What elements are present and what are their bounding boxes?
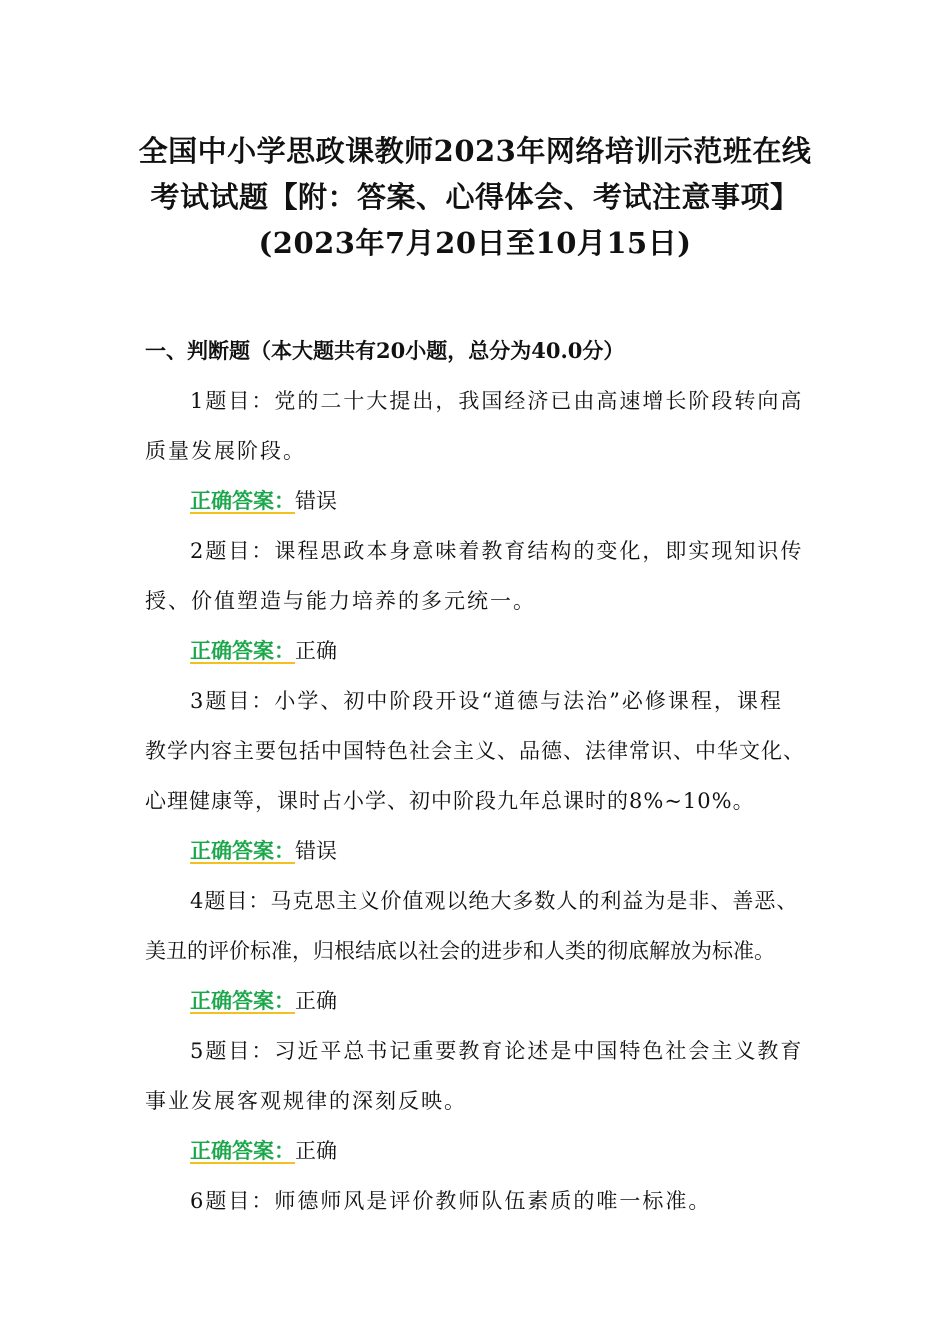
question-1-line-2: 质量发展阶段。 <box>145 439 306 463</box>
answer-value: 错误 <box>295 489 337 513</box>
answer-value: 正确 <box>295 989 337 1013</box>
section-heading: 一、判断题（本大题共有20小题，总分为40.0分） <box>145 338 625 363</box>
question-5-line-1: 5题目：习近平总书记重要教育论述是中国特色社会主义教育 <box>190 1039 804 1063</box>
answer-label: 正确答案： <box>190 1138 295 1163</box>
question-3-line-2: 教学内容主要包括中国特色社会主义、品德、法律常识、中华文化、 <box>145 739 805 763</box>
question-2-line-2: 授、价值塑造与能力培养的多元统一。 <box>145 589 536 613</box>
question-6-line-1: 6题目：师德师风是评价教师队伍素质的唯一标准。 <box>190 1189 712 1213</box>
question-1-line-1: 1题目：党的二十大提出，我国经济已由高速增长阶段转向高 <box>190 389 804 413</box>
answer-2 <box>190 636 337 666</box>
title-line-2: 考试试题【附：答案、心得体会、考试注意事项】 <box>150 180 800 214</box>
answer-label: 正确答案： <box>190 838 295 863</box>
question-3-line-1: 3题目：小学、初中阶段开设“道德与法治”必修课程，课程 <box>190 689 783 713</box>
answer-value: 正确 <box>295 1139 337 1163</box>
answer-1 <box>190 486 337 516</box>
answer-label: 正确答案： <box>190 988 295 1013</box>
answer-3 <box>190 836 337 866</box>
question-4-line-1: 4题目：马克思主义价值观以绝大多数人的利益为是非、善恶、 <box>190 889 799 913</box>
answer-5 <box>190 1136 337 1166</box>
document-title <box>0 128 950 266</box>
answer-value: 正确 <box>295 639 337 663</box>
answer-value: 错误 <box>295 839 337 863</box>
question-3-line-3: 心理健康等，课时占小学、初中阶段九年总课时的8%~10%。 <box>145 789 755 813</box>
title-line-3: (2023年7月20日至10月15日) <box>258 226 692 260</box>
answer-label: 正确答案： <box>190 488 295 513</box>
question-2-line-1: 2题目：课程思政本身意味着教育结构的变化，即实现知识传 <box>190 539 804 563</box>
answer-4 <box>190 986 337 1016</box>
question-5-line-2: 事业发展客观规律的深刻反映。 <box>145 1089 467 1113</box>
title-line-1: 全国中小学思政课教师2023年网络培训示范班在线 <box>138 134 812 168</box>
question-4-line-2: 美丑的评价标准，归根结底以社会的进步和人类的彻底解放为标准。 <box>145 939 775 963</box>
answer-label: 正确答案： <box>190 638 295 663</box>
